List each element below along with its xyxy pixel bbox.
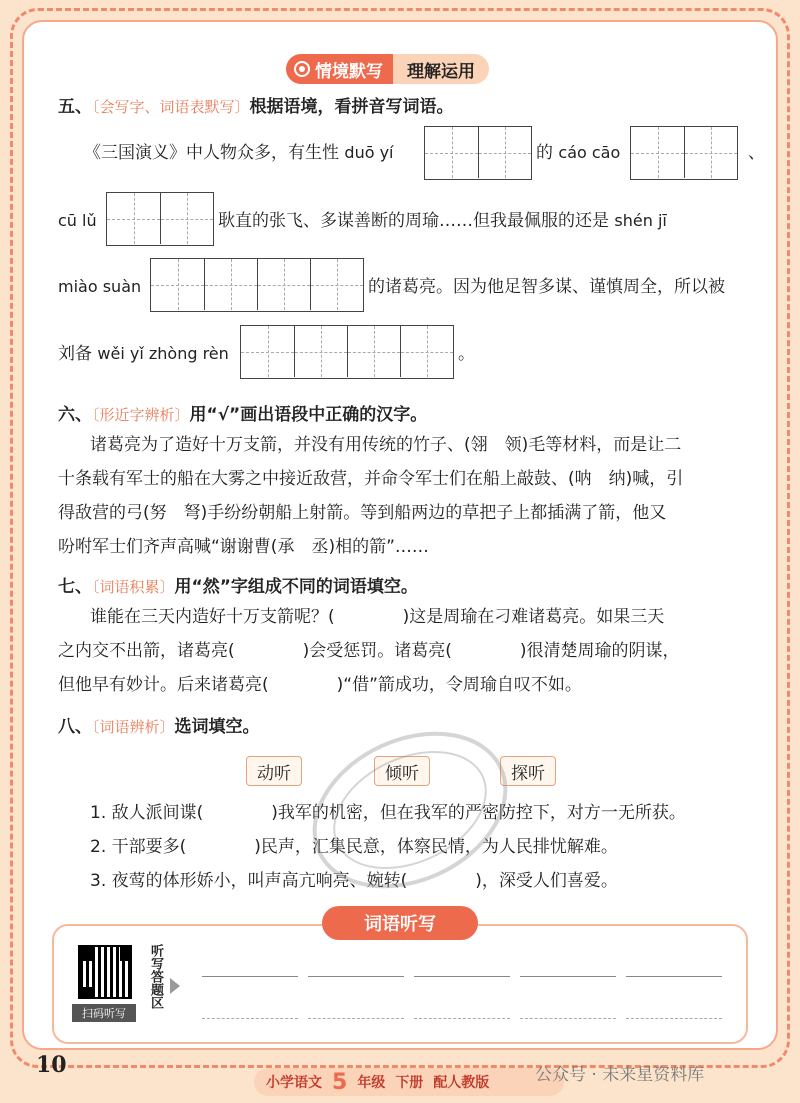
pinyin-miaosuan: miào suàn xyxy=(58,277,142,296)
answer-line[interactable] xyxy=(202,1018,298,1019)
section-7-number: 七、 xyxy=(58,577,92,597)
s5-line4-b: 。 xyxy=(458,344,475,364)
footer-bar xyxy=(254,1068,564,1096)
header-tag-right: 理解运用 xyxy=(393,54,489,84)
word-chip-tanting: 探听 xyxy=(500,756,556,786)
answer-boxes-caocao[interactable] xyxy=(630,126,738,180)
s7-line[interactable]: 但他早有妙计。后来诸葛亮( )“借”箭成功，令周瑜自叹不如。 xyxy=(58,675,582,695)
section-5-instruction: 根据语境，看拼音写词语。 xyxy=(249,97,454,117)
footer-grade-word: 年级 xyxy=(357,1075,386,1091)
char-box[interactable] xyxy=(257,259,310,310)
answer-boxes-duoyi[interactable] xyxy=(424,126,532,180)
section-header-tag xyxy=(286,54,489,84)
pinyin-shenji: shén jī xyxy=(614,211,667,230)
char-box[interactable] xyxy=(107,193,160,244)
s6-line[interactable]: 十条载有军士的船在大雾之中接近敌营，并命令军士们在船上敲鼓、(呐 纳)喊，引 xyxy=(58,469,684,489)
answer-boxes-weiyizhongren[interactable] xyxy=(240,325,454,379)
section-6-paragraph xyxy=(58,428,683,564)
char-box[interactable] xyxy=(151,259,204,310)
pinyin-culu: cū lǔ xyxy=(58,211,97,230)
header-tag-left xyxy=(286,54,393,84)
section-6-instruction: 用“√”画出语段中正确的汉字。 xyxy=(189,405,428,425)
word-chip-qingting: 倾听 xyxy=(374,756,430,786)
s5-line2-a: 耿直的张飞、多谋善断的周瑜……但我最佩服的还是 xyxy=(218,211,609,231)
answer-line[interactable] xyxy=(626,1018,722,1019)
section-7-instruction: 用“然”字组成不同的词语填空。 xyxy=(174,577,418,597)
answer-line[interactable] xyxy=(414,1018,510,1019)
pinyin-weiyizhongren: wěi yǐ zhòng rèn xyxy=(97,344,229,363)
section-8-number: 八、 xyxy=(58,717,92,737)
footer-edition: 配人教版 xyxy=(433,1075,490,1091)
s6-line[interactable]: 得敌营的弓(努 弩)手纷纷朝船上射箭。等到船两边的草把子上都插满了箭，他又 xyxy=(58,503,667,523)
answer-line[interactable] xyxy=(308,1018,404,1019)
answer-boxes-culu[interactable] xyxy=(106,192,214,246)
answer-boxes-miaosuan[interactable] xyxy=(150,258,364,312)
s8-item[interactable]: 3. 夜莺的体形娇小，叫声高亢响亮、婉转( )，深受人们喜爱。 xyxy=(90,871,618,891)
s8-item[interactable]: 1. 敌人派间谍( )我军的机密，但在我军的严密防控下，对方一无所获。 xyxy=(90,803,686,823)
s7-line[interactable]: 之内交不出箭，诸葛亮( )会受惩罚。诸葛亮( )很清楚周瑜的阴谋， xyxy=(58,641,680,661)
char-box[interactable] xyxy=(160,193,213,244)
s5-line4-text xyxy=(58,343,229,365)
char-box[interactable] xyxy=(425,127,478,178)
pinyin-duoyi: duō yí xyxy=(344,143,394,162)
s5-line1-a: 《三国演义》中人物众多，有生性 xyxy=(84,143,339,163)
s5-line1-text xyxy=(84,142,394,164)
pinyin-caocao: cáo cāo xyxy=(558,143,621,162)
watermark-text: 公众号 · 未来星资料库 xyxy=(535,1065,705,1085)
section-8-tag: 〔词语辨析〕 xyxy=(92,718,175,736)
section-5-number: 五、 xyxy=(58,97,92,117)
s5-line1-de: 的 xyxy=(536,143,553,163)
s8-item[interactable]: 2. 干部要多( )民声，汇集民意，体察民情，为人民排忧解难。 xyxy=(90,837,618,857)
section-7-paragraph xyxy=(58,600,680,702)
char-box[interactable] xyxy=(294,326,347,377)
section-6-title xyxy=(58,400,427,425)
section-5-tag: 〔会写字、词语表默写〕 xyxy=(92,98,250,116)
header-tag-left-label: 情境默写 xyxy=(315,61,383,82)
footer-subject: 小学语文 xyxy=(266,1075,322,1091)
char-box[interactable] xyxy=(204,259,257,310)
char-box[interactable] xyxy=(310,259,363,310)
s6-line[interactable]: 诸葛亮为了造好十万支箭，并没有用传统的竹子、(翎 领)毛等材料，而是让二 xyxy=(90,435,682,455)
word-chip-dongting: 动听 xyxy=(246,756,302,786)
dictation-side-label: 听写答题区 xyxy=(148,944,163,1009)
section-7-title xyxy=(58,572,418,597)
s5-line2-text xyxy=(218,210,667,232)
s5-line1-c: 、 xyxy=(748,143,765,163)
answer-line[interactable] xyxy=(626,976,722,977)
section-8-items xyxy=(90,796,686,898)
section-8-title xyxy=(58,712,260,737)
qr-label: 扫码听写 xyxy=(72,1004,136,1022)
char-box[interactable] xyxy=(631,127,684,178)
section-6-tag: 〔形近字辨析〕 xyxy=(92,406,190,424)
char-box[interactable] xyxy=(478,127,531,178)
s5-line3-text: 的诸葛亮。因为他足智多谋、谨慎周全，所以被 xyxy=(368,277,725,297)
answer-line[interactable] xyxy=(308,976,404,977)
page-number: 10 xyxy=(36,1052,67,1078)
char-box[interactable] xyxy=(241,326,294,377)
qr-code-icon[interactable] xyxy=(78,945,132,999)
answer-line[interactable] xyxy=(520,1018,616,1019)
section-7-tag: 〔词语积累〕 xyxy=(92,578,175,596)
footer-grade-number: 5 xyxy=(332,1069,348,1095)
dictation-banner: 词语听写 xyxy=(322,906,478,940)
char-box[interactable] xyxy=(347,326,400,377)
footer-term: 下册 xyxy=(395,1075,424,1091)
section-8-instruction: 选词填空。 xyxy=(174,717,260,737)
arrow-right-icon xyxy=(170,978,180,994)
char-box[interactable] xyxy=(684,127,737,178)
s7-line[interactable]: 谁能在三天内造好十万支箭呢？( )这是周瑜在刁难诸葛亮。如果三天 xyxy=(90,607,665,627)
answer-line[interactable] xyxy=(202,976,298,977)
answer-line[interactable] xyxy=(520,976,616,977)
char-box[interactable] xyxy=(400,326,453,377)
section-5-title xyxy=(58,92,454,117)
medal-icon xyxy=(294,61,310,77)
s6-line[interactable]: 吩咐军士们齐声高喊“谢谢曹(承 丞)相的箭”…… xyxy=(58,537,429,557)
s5-line4-a: 刘备 xyxy=(58,344,92,364)
answer-line[interactable] xyxy=(414,976,510,977)
s5-line1-b xyxy=(536,142,620,164)
section-6-number: 六、 xyxy=(58,405,92,425)
